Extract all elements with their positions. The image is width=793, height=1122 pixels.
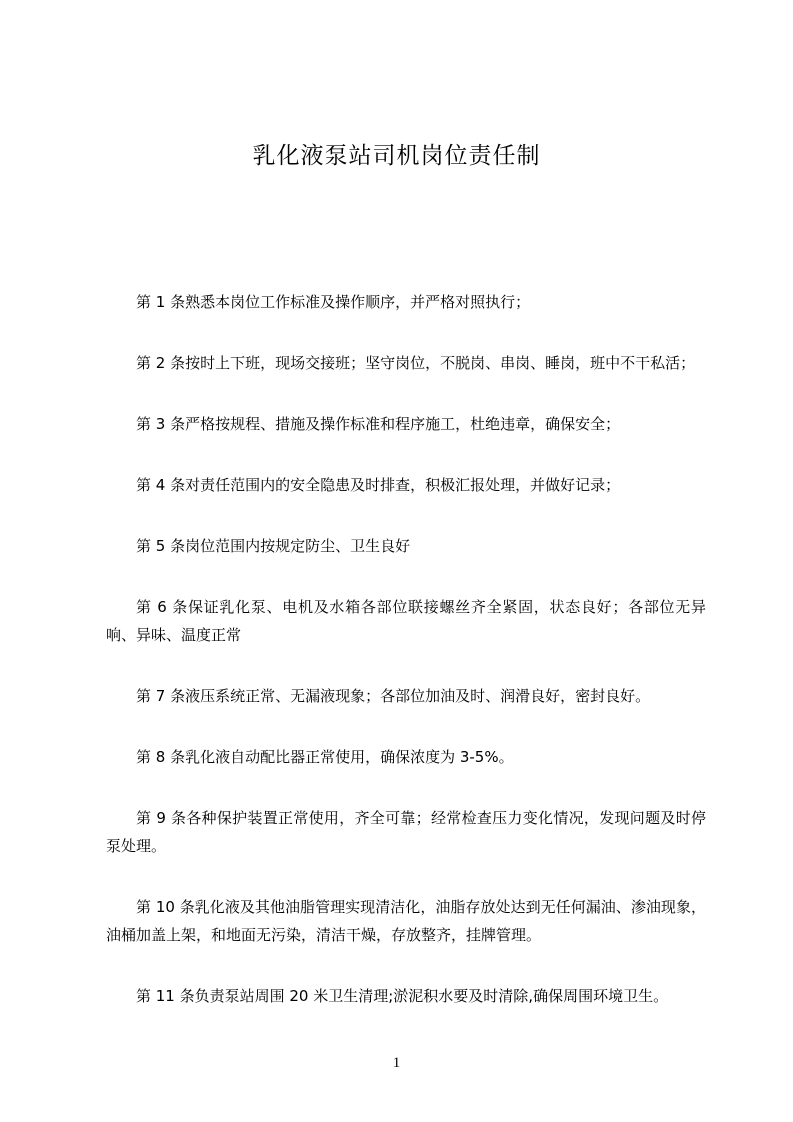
document-title: 乳化液泵站司机岗位责任制 [252,143,541,169]
clause-2: 第 2 条按时上下班，现场交接班；坚守岗位，不脱岗、串岗、睡岗，班中不干私活； [136,354,696,372]
clause-10: 第 10 条乳化液及其他油脂管理实现清洁化，油脂存放处达到无任何漏油、渗油现象，油桶加盖上架，和地面无污染，清洁干燥，存放整齐，挂牌管理。 [106,898,706,944]
clause-3: 第 3 条严格按规程、措施及操作标准和程序施工，杜绝违章，确保安全； [136,415,621,433]
clause-list [106,288,706,1043]
clause-1: 第 1 条熟悉本岗位工作标准及操作顺序，并严格对照执行； [136,293,531,311]
clause-7: 第 7 条液压系统正常、无漏液现象；各部位加油及时、润滑良好，密封良好。 [136,687,651,705]
clause-6: 第 6 条保证乳化泵、电机及水箱各部位联接螺丝齐全紧固，状态良好；各部位无异响、异味、温度正常 [106,598,706,644]
clause-11: 第 11 条负责泵站周围 20 米卫生清理;淤泥积水要及时清除,确保周围环境卫生。 [136,987,669,1005]
clause-9: 第 9 条各种保护装置正常使用，齐全可靠；经常检查压力变化情况，发现问题及时停泵处理。 [106,809,706,855]
clause-5: 第 5 条岗位范围内按规定防尘、卫生良好 [136,537,411,555]
page-number: 1 [392,1055,401,1071]
clause-4: 第 4 条对责任范围内的安全隐患及时排查，积极汇报处理，并做好记录； [136,476,621,494]
clause-8: 第 8 条乳化液自动配比器正常使用，确保浓度为 3-5%。 [136,748,514,766]
